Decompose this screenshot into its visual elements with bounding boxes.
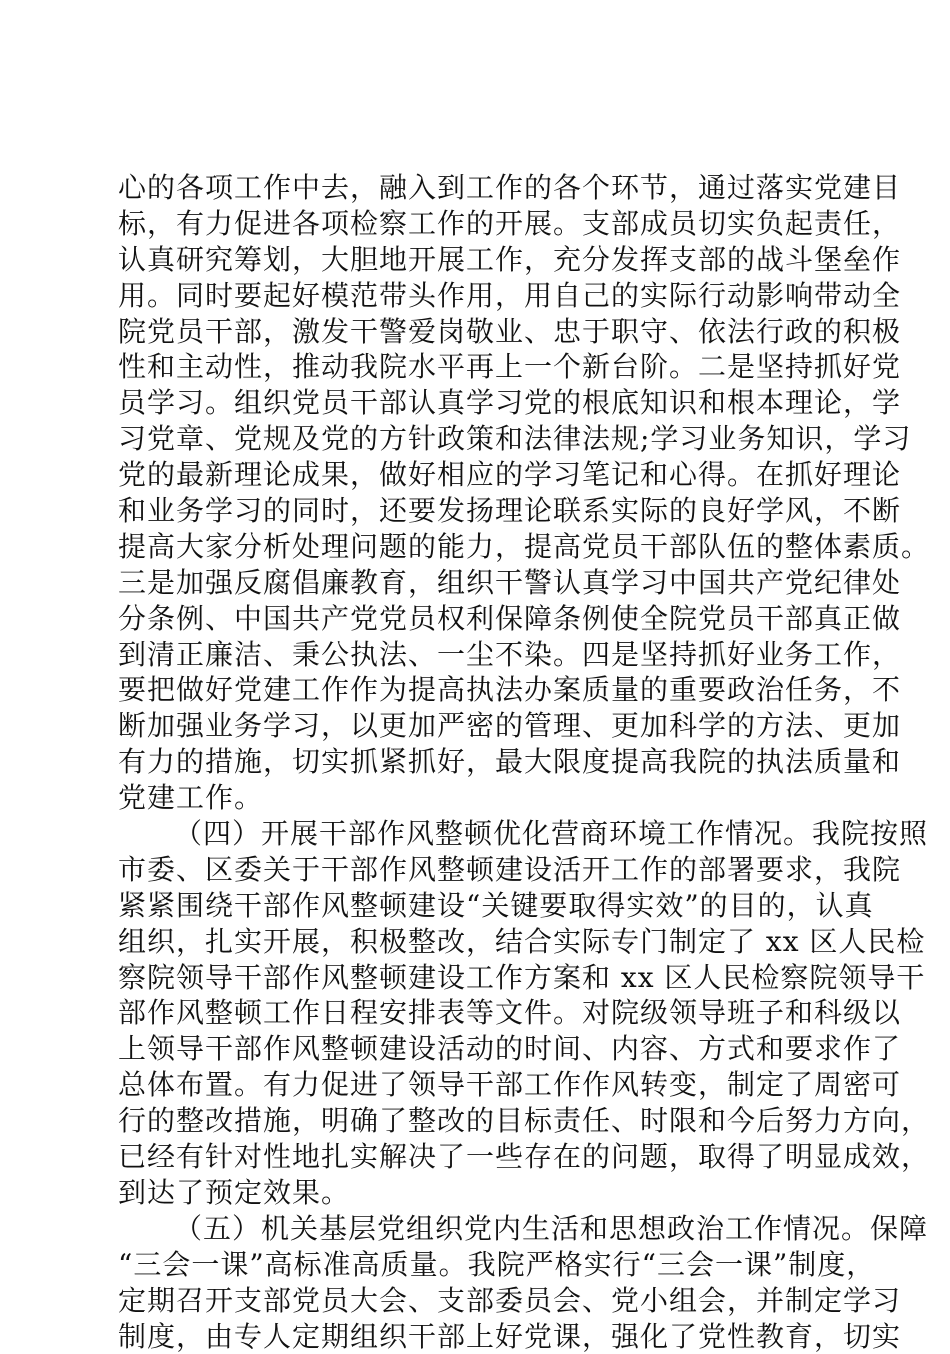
text-line: 市委、区委关于干部作风整顿建设活开工作的部署要求，我院: [118, 852, 858, 888]
text-line: 上领导干部作风整顿建设活动的时间、内容、方式和要求作了: [118, 1031, 858, 1067]
text-line: 性和主动性，推动我院水平再上一个新台阶。二是坚持抓好党: [118, 349, 858, 385]
section-heading-line: （五）机关基层党组织党内生活和思想政治工作情况。保障: [118, 1211, 858, 1247]
text-line: 三是加强反腐倡廉教育，组织干警认真学习中国共产党纪律处: [118, 565, 858, 601]
text-line: 党建工作。: [118, 780, 858, 816]
text-line: 行的整改措施，明确了整改的目标责任、时限和今后努力方向，: [118, 1103, 858, 1139]
text-line: 和业务学习的同时，还要发扬理论联系实际的良好学风，不断: [118, 493, 858, 529]
text-line: 已经有针对性地扎实解决了一些存在的问题，取得了明显成效，: [118, 1139, 858, 1175]
text-line: 制度，由专人定期组织干部上好党课，强化了党性教育，切实: [118, 1319, 858, 1354]
text-line: 定期召开支部党员大会、支部委员会、党小组会，并制定学习: [118, 1283, 858, 1319]
text-line: 紧紧围绕干部作风整顿建设“关键要取得实效”的目的，认真: [118, 888, 858, 924]
text-line: 要把做好党建工作作为提高执法办案质量的重要政治任务，不: [118, 672, 858, 708]
text-line: 分条例、中国共产党党员权利保障条例使全院党员干部真正做: [118, 601, 858, 637]
text-line: 用。同时要起好模范带头作用，用自己的实际行动影响带动全: [118, 278, 858, 314]
text-line: 认真研究筹划，大胆地开展工作，充分发挥支部的战斗堡垒作: [118, 242, 858, 278]
text-line: 总体布置。有力促进了领导干部工作作风转变，制定了周密可: [118, 1067, 858, 1103]
text-line: 组织，扎实开展，积极整改，结合实际专门制定了 xx 区人民检: [118, 924, 858, 960]
text-line: 部作风整顿工作日程安排表等文件。对院级领导班子和科级以: [118, 995, 858, 1031]
text-line: 心的各项工作中去，融入到工作的各个环节，通过落实党建目: [118, 170, 858, 206]
text-line: 院党员干部，激发干警爱岗敬业、忠于职守、依法行政的积极: [118, 314, 858, 350]
text-line: 有力的措施，切实抓紧抓好，最大限度提高我院的执法质量和: [118, 744, 858, 780]
text-line: 到清正廉洁、秉公执法、一尘不染。四是坚持抓好业务工作，: [118, 637, 858, 673]
text-line: 员学习。组织党员干部认真学习党的根底知识和根本理论，学: [118, 385, 858, 421]
section-heading-line: （四）开展干部作风整顿优化营商环境工作情况。我院按照: [118, 816, 858, 852]
text-line: 到达了预定效果。: [118, 1175, 858, 1211]
body-text: [118, 170, 858, 1354]
text-line: “三会一课”高标准高质量。我院严格实行“三会一课”制度，: [118, 1247, 858, 1283]
text-line: 习党章、党规及党的方针政策和法律法规;学习业务知识，学习: [118, 421, 858, 457]
text-line: 党的最新理论成果，做好相应的学习笔记和心得。在抓好理论: [118, 457, 858, 493]
text-line: 察院领导干部作风整顿建设工作方案和 xx 区人民检察院领导干: [118, 960, 858, 996]
text-line: 断加强业务学习，以更加严密的管理、更加科学的方法、更加: [118, 708, 858, 744]
text-line: 提高大家分析处理问题的能力，提高党员干部队伍的整体素质。: [118, 529, 858, 565]
text-line: 标，有力促进各项检察工作的开展。支部成员切实负起责任，: [118, 206, 858, 242]
